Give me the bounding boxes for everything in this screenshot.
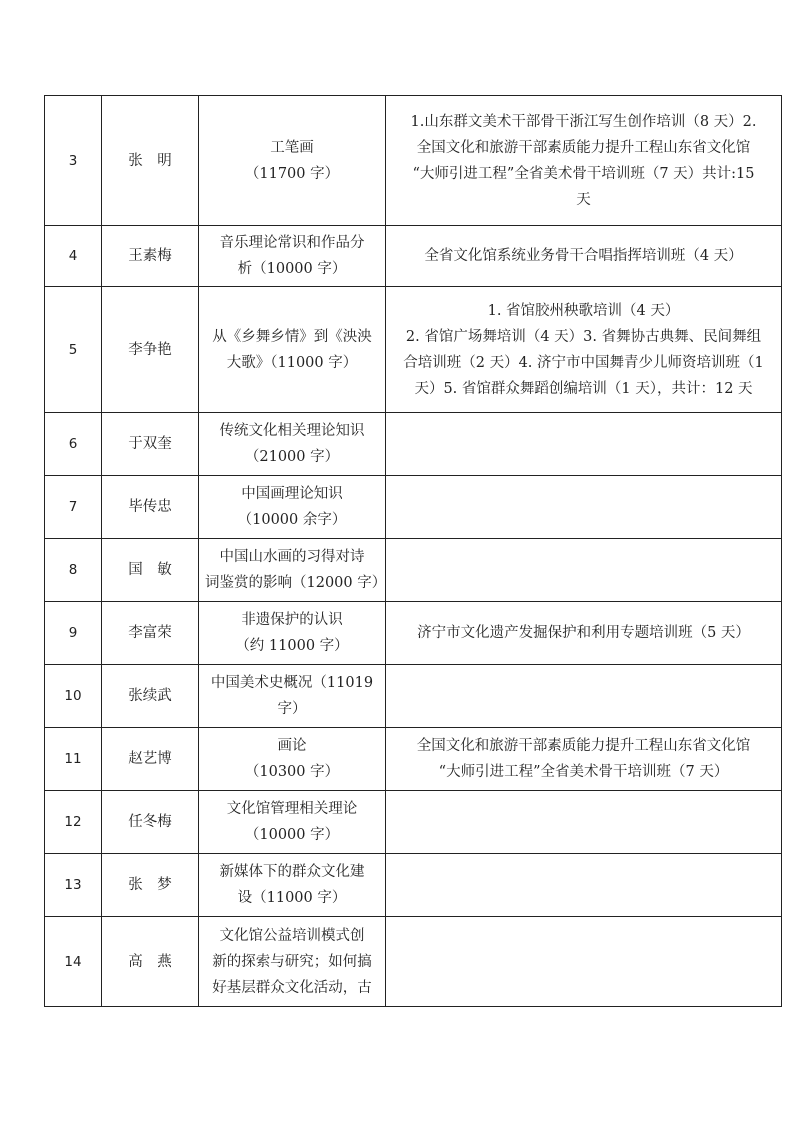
person-name: 王素梅 bbox=[102, 226, 199, 287]
row-number: 10 bbox=[45, 665, 102, 728]
training-line: 全国文化和旅游干部素质能力提升工程山东省文化馆 bbox=[416, 139, 751, 156]
training-cell bbox=[386, 665, 782, 728]
row-number: 13 bbox=[45, 854, 102, 917]
row-number: 8 bbox=[45, 539, 102, 602]
paper-title-line: 中国画理论知识 bbox=[241, 486, 343, 502]
paper-title-line: 画论 bbox=[277, 738, 307, 754]
row-number: 6 bbox=[45, 413, 102, 476]
table-body bbox=[45, 96, 782, 1007]
paper-title-line: （10000 字） bbox=[244, 827, 340, 843]
paper-title-cell bbox=[199, 413, 386, 476]
training-cell bbox=[386, 476, 782, 539]
person-name: 于双奎 bbox=[102, 413, 199, 476]
table-row bbox=[45, 476, 782, 539]
training-line: 2. 省馆广场舞培训（4 天）3. 省舞协古典舞、民间舞组 bbox=[405, 328, 762, 345]
paper-title-line: （10300 字） bbox=[244, 764, 340, 780]
person-name: 张 明 bbox=[102, 96, 199, 226]
paper-title-line: 析（10000 字） bbox=[237, 261, 347, 277]
paper-title-line: 词鉴赏的影响（12000 字） bbox=[205, 575, 387, 591]
training-cell bbox=[386, 854, 782, 917]
paper-title-line: 音乐理论常识和作品分 bbox=[219, 235, 365, 251]
training-line: 天 bbox=[576, 191, 591, 208]
paper-title-cell bbox=[199, 539, 386, 602]
training-line: 全国文化和旅游干部素质能力提升工程山东省文化馆 bbox=[416, 738, 751, 754]
training-cell bbox=[386, 791, 782, 854]
paper-title-line: （21000 字） bbox=[244, 449, 340, 465]
paper-title-line: 中国美术史概况（11019 bbox=[210, 675, 374, 691]
row-number: 4 bbox=[45, 226, 102, 287]
paper-title-line: 非遗保护的认识 bbox=[241, 612, 343, 628]
row-number: 7 bbox=[45, 476, 102, 539]
training-line: 合培训班（2 天）4. 济宁市中国舞青少儿师资培训班（1 bbox=[403, 354, 764, 371]
person-name: 高 燕 bbox=[102, 917, 199, 1007]
table-row bbox=[45, 854, 782, 917]
table-row bbox=[45, 791, 782, 854]
training-line: 1.山东群文美术干部骨干浙江写生创作培训（8 天）2. bbox=[410, 113, 757, 130]
paper-title-line: 文化馆公益培训模式创 bbox=[219, 927, 365, 944]
row-number: 5 bbox=[45, 287, 102, 413]
paper-title-line: 新的探索与研究；如何搞 bbox=[212, 953, 372, 970]
paper-title-line: 传统文化相关理论知识 bbox=[219, 423, 365, 439]
person-name: 李争艳 bbox=[102, 287, 199, 413]
paper-title-cell bbox=[199, 917, 386, 1007]
paper-title-cell bbox=[199, 665, 386, 728]
paper-title-cell bbox=[199, 791, 386, 854]
row-number: 3 bbox=[45, 96, 102, 226]
row-number: 9 bbox=[45, 602, 102, 665]
table-row bbox=[45, 917, 782, 1007]
person-name: 李富荣 bbox=[102, 602, 199, 665]
paper-title-cell bbox=[199, 728, 386, 791]
paper-title-cell bbox=[199, 96, 386, 226]
table-row bbox=[45, 287, 782, 413]
training-line: 1. 省馆胶州秧歌培训（4 天） bbox=[487, 302, 680, 319]
table-row bbox=[45, 413, 782, 476]
table-row bbox=[45, 602, 782, 665]
training-cell bbox=[386, 226, 782, 287]
row-number: 14 bbox=[45, 917, 102, 1007]
person-name: 张续武 bbox=[102, 665, 199, 728]
paper-title-cell bbox=[199, 854, 386, 917]
table-row bbox=[45, 665, 782, 728]
training-line: 济宁市文化遗产发掘保护和利用专题培训班（5 天） bbox=[417, 625, 750, 641]
table-row bbox=[45, 539, 782, 602]
training-cell bbox=[386, 287, 782, 413]
paper-title-line: （约 11000 字） bbox=[235, 638, 349, 654]
paper-title-line: 从《乡舞乡情》到《泱泱 bbox=[212, 328, 372, 345]
staff-training-table bbox=[44, 95, 782, 1007]
paper-title-line: 大歌》（11000 字） bbox=[226, 354, 358, 371]
person-name: 赵艺博 bbox=[102, 728, 199, 791]
training-cell bbox=[386, 539, 782, 602]
table-row bbox=[45, 96, 782, 226]
table-row bbox=[45, 226, 782, 287]
person-name: 毕传忠 bbox=[102, 476, 199, 539]
row-number: 11 bbox=[45, 728, 102, 791]
training-line: 天）5. 省馆群众舞蹈创编培训（1 天），共计：12 天 bbox=[414, 380, 753, 397]
training-line: “大师引进工程”全省美术骨干培训班（7 天）共计:15 bbox=[412, 165, 755, 182]
paper-title-line: 设（11000 字） bbox=[237, 890, 347, 906]
paper-title-line: 好基层群众文化活动，古 bbox=[212, 979, 372, 996]
paper-title-cell bbox=[199, 226, 386, 287]
person-name: 国 敏 bbox=[102, 539, 199, 602]
paper-title-line: （11700 字） bbox=[244, 165, 340, 182]
paper-title-line: 中国山水画的习得对诗 bbox=[219, 549, 365, 565]
training-line: “大师引进工程”全省美术骨干培训班（7 天） bbox=[438, 764, 729, 780]
person-name: 张 梦 bbox=[102, 854, 199, 917]
paper-title-line: 文化馆管理相关理论 bbox=[226, 801, 358, 817]
row-number: 12 bbox=[45, 791, 102, 854]
paper-title-line: （10000 余字） bbox=[237, 512, 347, 528]
paper-title-line: 新媒体下的群众文化建 bbox=[219, 864, 365, 880]
paper-title-cell bbox=[199, 476, 386, 539]
training-cell bbox=[386, 917, 782, 1007]
paper-title-cell bbox=[199, 287, 386, 413]
paper-title-line: 工笔画 bbox=[270, 139, 314, 156]
paper-title-line: 字） bbox=[277, 701, 307, 717]
training-cell bbox=[386, 413, 782, 476]
table-row bbox=[45, 728, 782, 791]
training-cell bbox=[386, 602, 782, 665]
person-name: 任冬梅 bbox=[102, 791, 199, 854]
training-cell bbox=[386, 96, 782, 226]
training-cell bbox=[386, 728, 782, 791]
training-line: 全省文化馆系统业务骨干合唱指挥培训班（4 天） bbox=[424, 248, 743, 264]
paper-title-cell bbox=[199, 602, 386, 665]
